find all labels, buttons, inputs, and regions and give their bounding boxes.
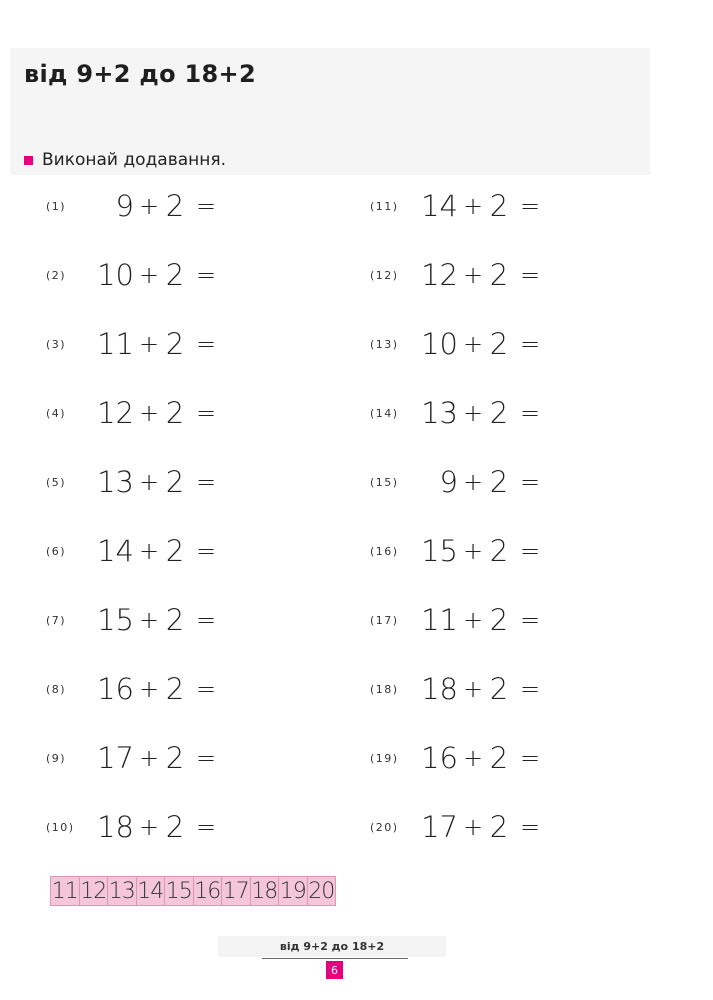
problem-expression bbox=[94, 603, 226, 637]
addend-b: 2 bbox=[165, 534, 185, 568]
problem-expression bbox=[418, 672, 550, 706]
addend-a: 14 bbox=[97, 534, 134, 568]
instruction-text: Виконай додавання. bbox=[42, 150, 226, 170]
equals-sign: = bbox=[195, 468, 217, 496]
equals-sign: = bbox=[195, 606, 217, 634]
problem-number: (19) bbox=[370, 751, 399, 765]
problem-number: (9) bbox=[46, 751, 67, 765]
problem-expression bbox=[418, 741, 550, 775]
equals-sign: = bbox=[195, 192, 217, 220]
equals-sign: = bbox=[519, 399, 541, 427]
addend-a: 11 bbox=[421, 603, 458, 637]
addend-a: 18 bbox=[97, 810, 134, 844]
problem-expression bbox=[94, 396, 226, 430]
addend-b: 2 bbox=[165, 465, 185, 499]
number-line-cell: 11 bbox=[51, 878, 78, 904]
addend-b: 2 bbox=[165, 810, 185, 844]
problem-expression bbox=[418, 396, 550, 430]
problem-number: (3) bbox=[46, 337, 67, 351]
number-line-cell: 20 bbox=[308, 878, 335, 904]
addend-b: 2 bbox=[165, 327, 185, 361]
plus-sign: + bbox=[138, 192, 160, 220]
addend-b: 2 bbox=[165, 396, 185, 430]
addend-b: 2 bbox=[165, 258, 185, 292]
problem-row bbox=[46, 600, 226, 640]
page-title: від 9+2 до 18+2 bbox=[24, 60, 256, 88]
problem-number: (4) bbox=[46, 406, 67, 420]
problem-number: (14) bbox=[370, 406, 399, 420]
footer-divider bbox=[262, 958, 408, 959]
addend-a: 14 bbox=[421, 189, 458, 223]
number-line-cell: 13 bbox=[108, 878, 135, 904]
problem-number: (6) bbox=[46, 544, 67, 558]
plus-sign: + bbox=[138, 675, 160, 703]
problem-row bbox=[46, 738, 226, 778]
equals-sign: = bbox=[195, 537, 217, 565]
problem-expression bbox=[418, 603, 550, 637]
plus-sign: + bbox=[138, 330, 160, 358]
problem-row bbox=[46, 807, 226, 847]
addend-b: 2 bbox=[489, 534, 509, 568]
problem-row bbox=[46, 255, 226, 295]
problem-expression bbox=[94, 258, 226, 292]
equals-sign: = bbox=[519, 813, 541, 841]
problem-expression bbox=[94, 534, 226, 568]
problem-expression bbox=[418, 189, 550, 223]
problem-number: (16) bbox=[370, 544, 399, 558]
problem-expression bbox=[94, 327, 226, 361]
addend-a: 12 bbox=[97, 396, 134, 430]
problem-expression bbox=[94, 741, 226, 775]
addend-b: 2 bbox=[489, 741, 509, 775]
problem-row bbox=[370, 807, 550, 847]
equals-sign: = bbox=[519, 606, 541, 634]
equals-sign: = bbox=[195, 744, 217, 772]
problem-row bbox=[370, 600, 550, 640]
problem-number: (12) bbox=[370, 268, 399, 282]
addend-a: 9 bbox=[115, 189, 134, 223]
problem-row bbox=[370, 186, 550, 226]
number-line-cell: 18 bbox=[251, 878, 278, 904]
addend-b: 2 bbox=[165, 741, 185, 775]
problem-row bbox=[370, 324, 550, 364]
problem-row bbox=[370, 531, 550, 571]
addend-a: 10 bbox=[421, 327, 458, 361]
plus-sign: + bbox=[462, 813, 484, 841]
problem-number: (15) bbox=[370, 475, 399, 489]
problem-row bbox=[370, 738, 550, 778]
addend-a: 16 bbox=[97, 672, 134, 706]
plus-sign: + bbox=[462, 399, 484, 427]
number-line-cell: 12 bbox=[80, 878, 107, 904]
problem-row bbox=[370, 393, 550, 433]
addend-a: 13 bbox=[421, 396, 458, 430]
problem-number: (20) bbox=[370, 820, 399, 834]
number-line-cell: 19 bbox=[279, 878, 306, 904]
addend-b: 2 bbox=[489, 189, 509, 223]
addend-b: 2 bbox=[489, 258, 509, 292]
problem-number: (11) bbox=[370, 199, 399, 213]
plus-sign: + bbox=[462, 468, 484, 496]
plus-sign: + bbox=[462, 675, 484, 703]
equals-sign: = bbox=[195, 675, 217, 703]
addend-a: 11 bbox=[97, 327, 134, 361]
plus-sign: + bbox=[138, 468, 160, 496]
number-line-cell: 15 bbox=[165, 878, 192, 904]
equals-sign: = bbox=[195, 330, 217, 358]
problem-row bbox=[46, 393, 226, 433]
problem-row bbox=[370, 255, 550, 295]
instruction bbox=[24, 150, 226, 170]
problem-row bbox=[46, 462, 226, 502]
equals-sign: = bbox=[519, 675, 541, 703]
plus-sign: + bbox=[462, 261, 484, 289]
addend-a: 15 bbox=[421, 534, 458, 568]
addend-b: 2 bbox=[489, 603, 509, 637]
plus-sign: + bbox=[462, 192, 484, 220]
addend-b: 2 bbox=[165, 603, 185, 637]
addend-b: 2 bbox=[489, 672, 509, 706]
problem-expression bbox=[94, 465, 226, 499]
plus-sign: + bbox=[462, 606, 484, 634]
addend-a: 10 bbox=[97, 258, 134, 292]
equals-sign: = bbox=[519, 192, 541, 220]
equals-sign: = bbox=[519, 744, 541, 772]
addend-b: 2 bbox=[489, 810, 509, 844]
problem-expression bbox=[418, 810, 550, 844]
footer-title: від 9+2 до 18+2 bbox=[279, 940, 385, 953]
equals-sign: = bbox=[195, 399, 217, 427]
number-line-cell: 17 bbox=[222, 878, 249, 904]
problem-number: (7) bbox=[46, 613, 67, 627]
problem-number: (5) bbox=[46, 475, 67, 489]
problem-expression bbox=[94, 189, 226, 223]
problem-number: (17) bbox=[370, 613, 399, 627]
addend-a: 17 bbox=[97, 741, 134, 775]
problem-number: (13) bbox=[370, 337, 399, 351]
number-line-cell: 14 bbox=[137, 878, 164, 904]
problem-expression bbox=[94, 672, 226, 706]
problem-number: (2) bbox=[46, 268, 67, 282]
problem-row bbox=[46, 669, 226, 709]
plus-sign: + bbox=[138, 399, 160, 427]
plus-sign: + bbox=[462, 744, 484, 772]
plus-sign: + bbox=[138, 537, 160, 565]
plus-sign: + bbox=[138, 813, 160, 841]
problem-expression bbox=[418, 465, 550, 499]
addend-a: 17 bbox=[421, 810, 458, 844]
problem-number: (1) bbox=[46, 199, 67, 213]
equals-sign: = bbox=[519, 330, 541, 358]
problem-expression bbox=[418, 534, 550, 568]
problem-expression bbox=[418, 327, 550, 361]
problem-number: (18) bbox=[370, 682, 399, 696]
problem-row bbox=[46, 531, 226, 571]
addend-b: 2 bbox=[489, 465, 509, 499]
equals-sign: = bbox=[519, 537, 541, 565]
problem-row bbox=[370, 669, 550, 709]
equals-sign: = bbox=[195, 813, 217, 841]
addend-b: 2 bbox=[165, 189, 185, 223]
addend-a: 15 bbox=[97, 603, 134, 637]
plus-sign: + bbox=[138, 744, 160, 772]
equals-sign: = bbox=[519, 468, 541, 496]
problem-row bbox=[46, 324, 226, 364]
equals-sign: = bbox=[519, 261, 541, 289]
plus-sign: + bbox=[462, 330, 484, 358]
addend-a: 18 bbox=[421, 672, 458, 706]
problem-expression bbox=[94, 810, 226, 844]
addend-b: 2 bbox=[489, 396, 509, 430]
problem-expression bbox=[418, 258, 550, 292]
square-bullet-icon bbox=[24, 156, 33, 165]
addend-b: 2 bbox=[489, 327, 509, 361]
number-line bbox=[50, 876, 336, 906]
problem-row bbox=[46, 186, 226, 226]
addend-b: 2 bbox=[165, 672, 185, 706]
addend-a: 13 bbox=[97, 465, 134, 499]
addend-a: 16 bbox=[421, 741, 458, 775]
problem-number: (10) bbox=[46, 820, 75, 834]
problem-row bbox=[370, 462, 550, 502]
page-number: 6 bbox=[326, 961, 343, 979]
plus-sign: + bbox=[138, 261, 160, 289]
plus-sign: + bbox=[462, 537, 484, 565]
problem-number: (8) bbox=[46, 682, 67, 696]
equals-sign: = bbox=[195, 261, 217, 289]
addend-a: 12 bbox=[421, 258, 458, 292]
addend-a: 9 bbox=[439, 465, 458, 499]
number-line-cell: 16 bbox=[194, 878, 221, 904]
plus-sign: + bbox=[138, 606, 160, 634]
